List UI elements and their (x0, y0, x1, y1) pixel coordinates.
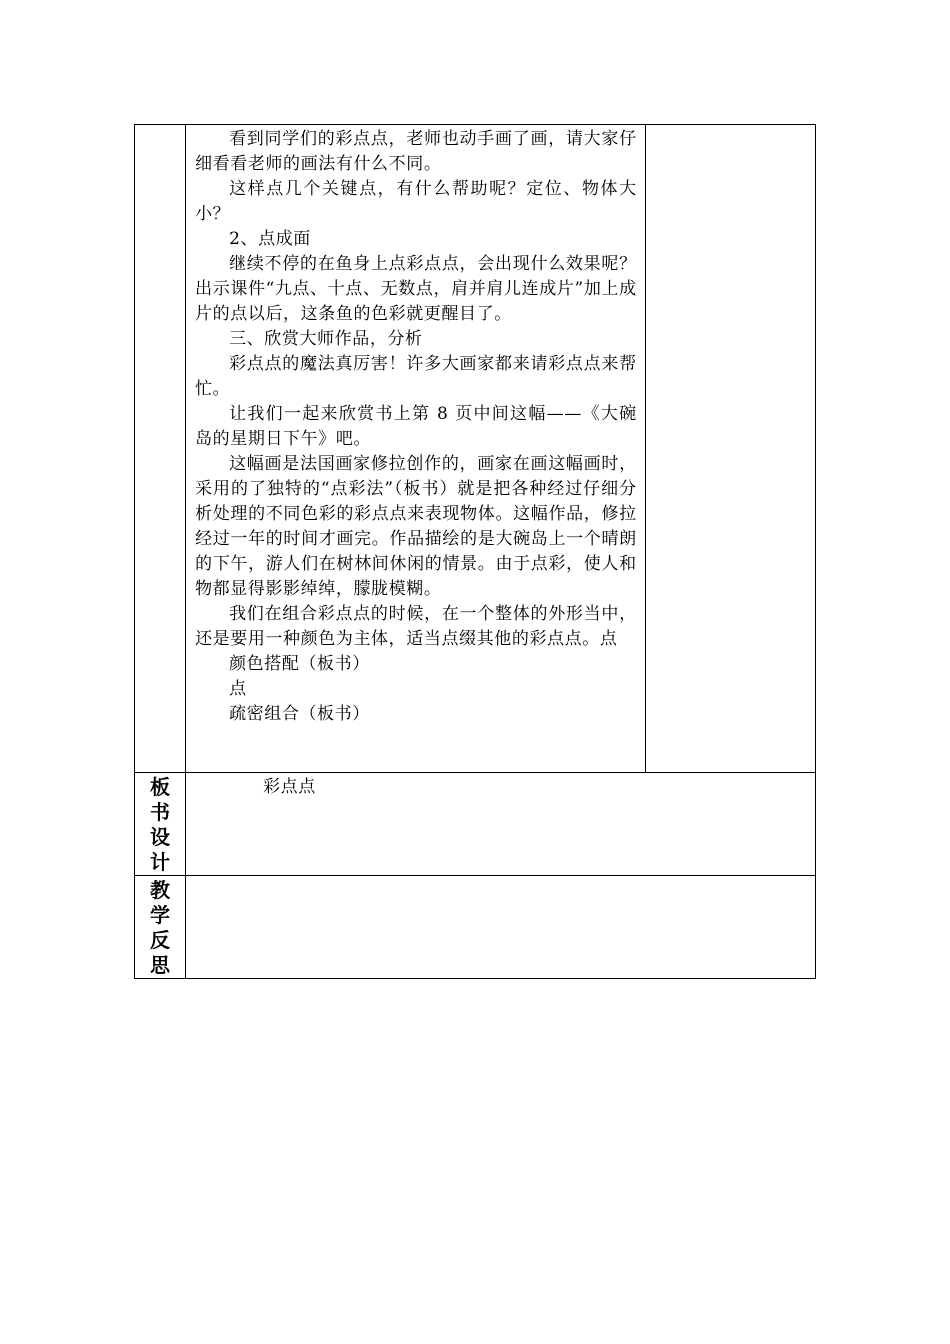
board-design-content: 彩点点 (186, 773, 816, 876)
paragraph: 看到同学们的彩点点，老师也动手画了画，请大家仔细看看老师的画法有什么不同。 (195, 129, 637, 174)
paragraph: 让我们一起来欣赏书上第 8 页中间这幅——《大碗岛的星期日下午》吧。 (195, 404, 637, 449)
paragraph: 三、欣赏大师作品，分析 (229, 329, 423, 349)
reflection-label: 教 学 反 思 (135, 876, 186, 979)
paragraph: 这样点几个关键点，有什么帮助呢？定位、物体大小？ (195, 179, 637, 224)
teaching-process-cell (186, 125, 646, 773)
reflection-content (186, 876, 816, 979)
process-label-cell (135, 125, 186, 773)
lesson-plan-table (134, 124, 816, 979)
reflection-row (135, 876, 816, 979)
notes-cell (645, 125, 815, 773)
paragraph: 继续不停的在鱼身上点彩点点，会出现什么效果呢？出示课件“九点、十点、无数点，肩并肩儿连成片”加上成片的点以后，这条鱼的色彩就更醒目了。 (195, 254, 637, 324)
paragraph: 我们在组合彩点点的时候，在一个整体的外形当中，还是要用一种颜色为主体，适当点缀其他的彩点点。点 (195, 604, 637, 649)
paragraph: 点 (229, 679, 247, 699)
paragraph: 彩点点的魔法真厉害！许多大画家都来请彩点点来帮忙。 (195, 354, 637, 399)
paragraph: 这幅画是法国画家修拉创作的，画家在画这幅画时，采用的了独特的“点彩法”（板书）就是把各种经过仔细分析处理的不同色彩的彩点点来表现物体。这幅作品，修拉经过一年的时间才画完。作品描绘的是大碗岛上一个晴朗的下午，游人们在树林间休闲的情景。由于点彩，使人和物都显得影影绰绰，朦胧模糊。 (195, 454, 637, 599)
board-design-label: 板 书 设 计 (135, 773, 186, 876)
paragraph: 颜色搭配（板书） (229, 654, 370, 674)
paragraph: 疏密组合（板书） (229, 704, 370, 724)
board-design-row (135, 773, 816, 876)
process-row (135, 125, 816, 773)
paragraph: 2、点成面 (229, 229, 311, 249)
